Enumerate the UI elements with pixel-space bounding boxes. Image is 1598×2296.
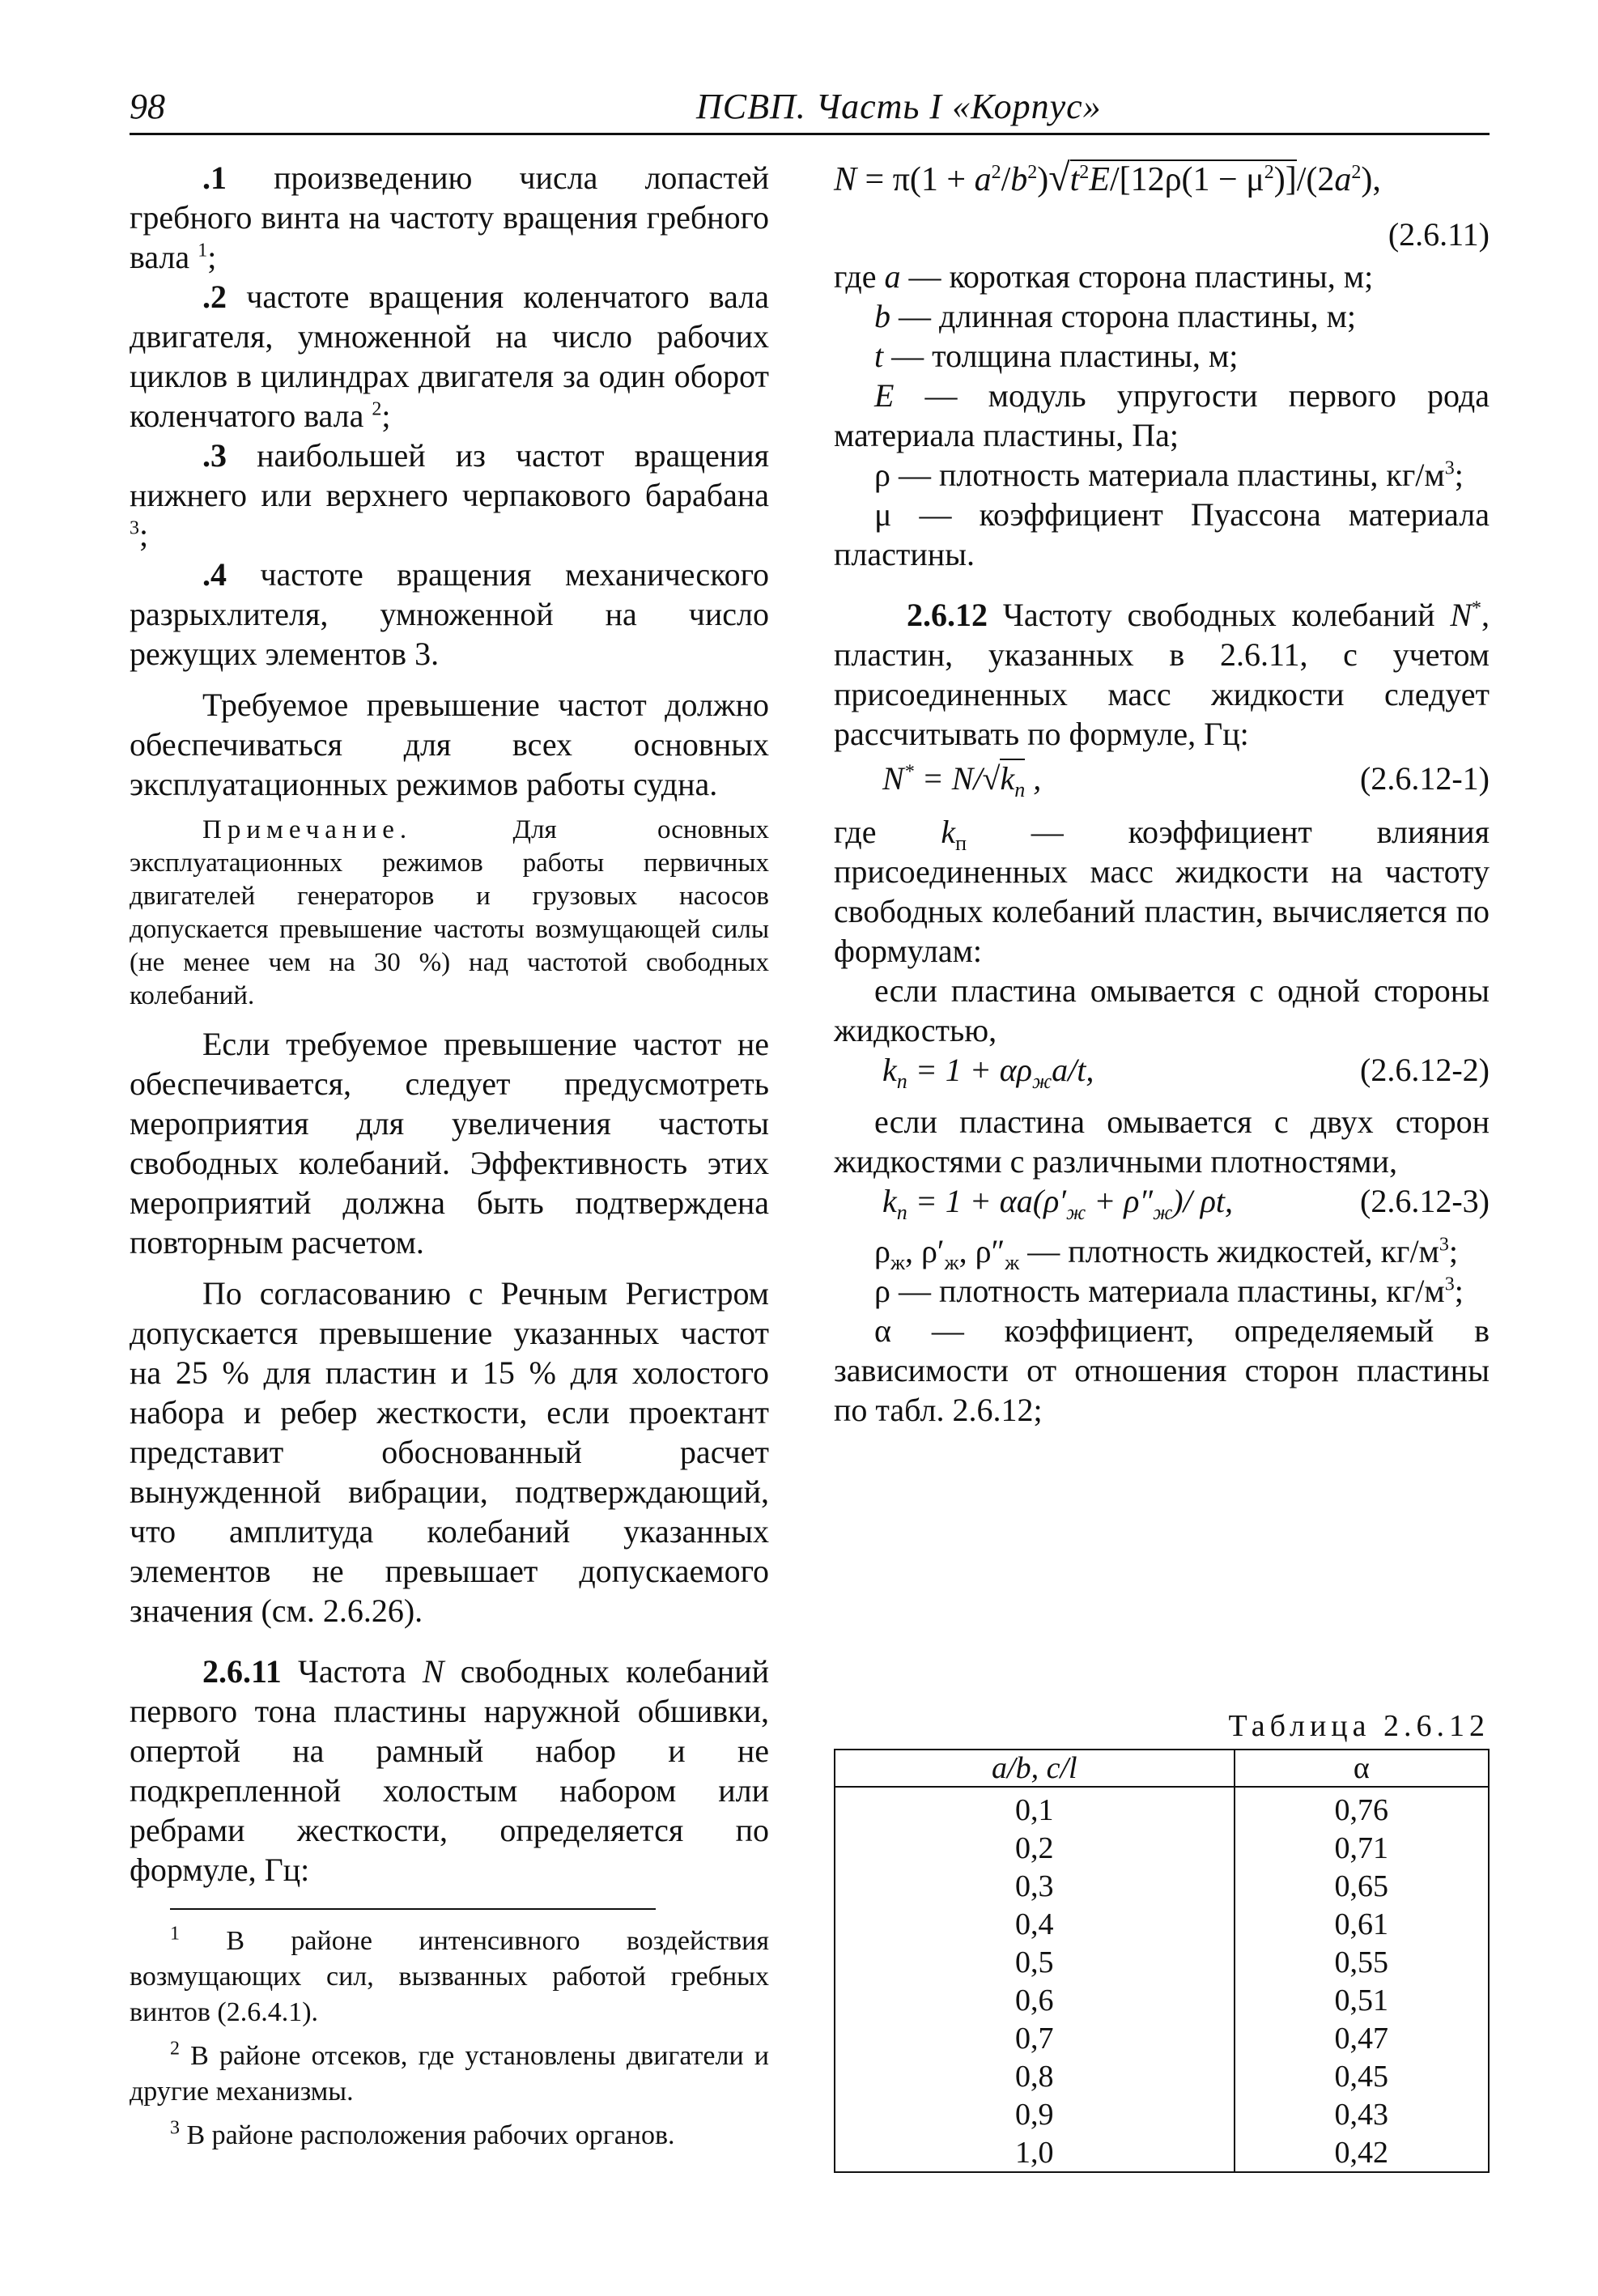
note-text: Для основных эксплуатационных режимов работы первичных двигателей генераторов и грузовых насосов допускается превышение частоты возмущающей силы (не менее чем на 30 %) над частотой свободных колебаний. — [130, 815, 769, 1010]
footnote-1: $^1$ В районе интенсивного воздействия возмущающих сил, вызванных работой гребных винтов (2.6.4.1). — [130, 1923, 769, 2027]
formula-2-6-11: $N = \pi(1 + a^2/b^2)√t^2E/[12\rho(1 - \mu^2)]/(2a^2)$, — [834, 156, 1381, 199]
table-row: 0,1 0,76 — [835, 1787, 1489, 1829]
table-row: 0,6 0,51 — [835, 1981, 1489, 2019]
footnote-3: $^3$ В районе расположения рабочих органов. — [170, 2117, 675, 2150]
right-column — [834, 158, 1490, 1430]
section-2-6-12: 2.6.12 Частоту свободных колебаний N*, пластин, указанных в 2.6.11, с учетом присоединенных масс жидкости следует рассчитывать по формуле, Гц: — [834, 597, 1490, 752]
paragraph-agreement: По согласованию с Речным Регистром допускается превышение указанных частот на 25 % для пластин и 15 % для холостого набора и ребер жесткости, если проектант представит обоснованный расчет вынужденной вибрации, подтверждающий, что амплитуда колебаний указанных элементов не превышает допускаемого значения (см. 2.6.26). — [130, 1275, 769, 1629]
where-alpha: α — коэффициент, определяемый в зависимости от отношения сторон пластины по табл. 2.6.12; — [834, 1312, 1490, 1428]
table-row: 0,8 0,45 — [835, 2057, 1489, 2095]
paragraph-if-not-provided: Если требуемое превышение частот не обеспечивается, следует предусмотреть мероприятия для увеличения частоты свободных колебаний. Эффективность этих мероприятий должна быть подтверждена повторным расчетом. — [130, 1026, 769, 1261]
list-item-2: .2 частоте вращения коленчатого вала двигателя, умноженной на число рабочих циклов в цилиндрах двигателя за один оборот коленчатого вала $^2$; — [130, 278, 769, 434]
page-header — [130, 86, 1490, 136]
footnote-rule — [170, 1908, 656, 1910]
section-2-6-11: 2.6.11 Частота N свободных колебаний первого тона пластины наружной обшивки, опертой на рамный набор и не подкрепленной холостым набором или ребрами жесткости, определяется по формуле, Гц: — [130, 1653, 769, 1888]
table-row: 0,7 0,47 — [835, 2019, 1489, 2057]
list-item-3: .3 наибольшей из частот вращения нижнего или верхнего черпакового барабана $^3$; — [130, 437, 769, 553]
formula-2-6-12-2-number: (2.6.12-2) — [1360, 1052, 1490, 1088]
where-b: b — длинная сторона пластины, м; — [874, 298, 1357, 334]
where-rhos: $\rho_ж$, $\rho'_ж$, $\rho''_ж$ — плотность жидкостей, $кг/м^3$; — [874, 1233, 1458, 1274]
where-t: t — толщина пластины, м; — [874, 338, 1239, 374]
page-number: 98 — [130, 87, 165, 126]
paragraph-required-excess: Требуемое превышение частот должно обеспечиваться для всех основных эксплуатационных режимов работы судна. — [130, 687, 769, 802]
footnote-2: $^2$ В районе отсеков, где установлены двигатели и другие механизмы. — [130, 2038, 769, 2107]
footnotes — [130, 1924, 769, 2162]
table-row: 0,5 0,55 — [835, 1943, 1489, 1981]
table-caption: Таблица 2.6.12 — [1228, 1709, 1490, 1743]
formula-2-6-12-1: $N^* = N/√k_п$ , (2.6.12-1) — [882, 760, 1490, 801]
table-row: 0,2 0,71 — [835, 1829, 1489, 1867]
list-item-1: .1 произведению числа лопастей гребного винта на частоту вращения гребного вала $^1$; — [130, 159, 769, 275]
where-rho: ρ — плотность материала пластины, $кг/м^3$; — [874, 457, 1464, 493]
table-row: 1,0 0,42 — [835, 2133, 1489, 2172]
list-item-4: .4 частоте вращения механического разрыхлителя, умноженной на число режущих элементов 3. — [130, 556, 769, 672]
formula-2-6-12-3: $k_п = 1 + \alpha a(\rho'_ж + \rho''_ж)/$ ρt, (2.6.12-3) — [882, 1183, 1490, 1224]
if-one-side: если пластина омывается с одной стороны жидкостью, — [834, 972, 1490, 1048]
table-row: 0,3 0,65 — [835, 1867, 1489, 1905]
coefficient-table — [834, 1749, 1490, 2173]
table-header-alpha: α — [1235, 1750, 1489, 1787]
where-a: где a — короткая сторона пластины, м; — [834, 258, 1374, 295]
table-row: 0,4 0,61 — [835, 1905, 1489, 1943]
note — [130, 814, 769, 1013]
header-rule — [130, 133, 1490, 135]
where-rho-2: ρ — плотность материала пластины, $кг/м^3$; — [874, 1273, 1464, 1309]
where-mu: μ — коэффициент Пуассона материала пластины. — [834, 496, 1490, 572]
table-row: 0,9 0,43 — [835, 2095, 1489, 2133]
running-title: ПСВП. Часть I «Корпус» — [696, 87, 1102, 126]
left-column — [130, 158, 769, 1890]
formula-2-6-11-number: (2.6.11) — [1388, 216, 1490, 253]
formula-2-6-12-2: $k_п = 1 + \alpha\rho_жa/t$, (2.6.12-2) — [882, 1052, 1490, 1093]
note-label: Примечание. — [202, 815, 413, 844]
formula-2-6-12-3-number: (2.6.12-3) — [1360, 1183, 1490, 1219]
table-header-ratio: a/b, c/l — [835, 1750, 1235, 1787]
where-kp: где $k_п$ — коэффициент влияния присоединенных масс жидкости на частоту свободных колебаний пластин, вычисляется по формулам: — [834, 814, 1490, 969]
where-E: E — модуль упругости первого рода материала пластины, Па; — [834, 377, 1490, 453]
if-two-sides: если пластина омывается с двух сторон жидкостями с различными плотностями, — [834, 1103, 1490, 1180]
formula-2-6-12-1-number: (2.6.12-1) — [1360, 760, 1490, 797]
